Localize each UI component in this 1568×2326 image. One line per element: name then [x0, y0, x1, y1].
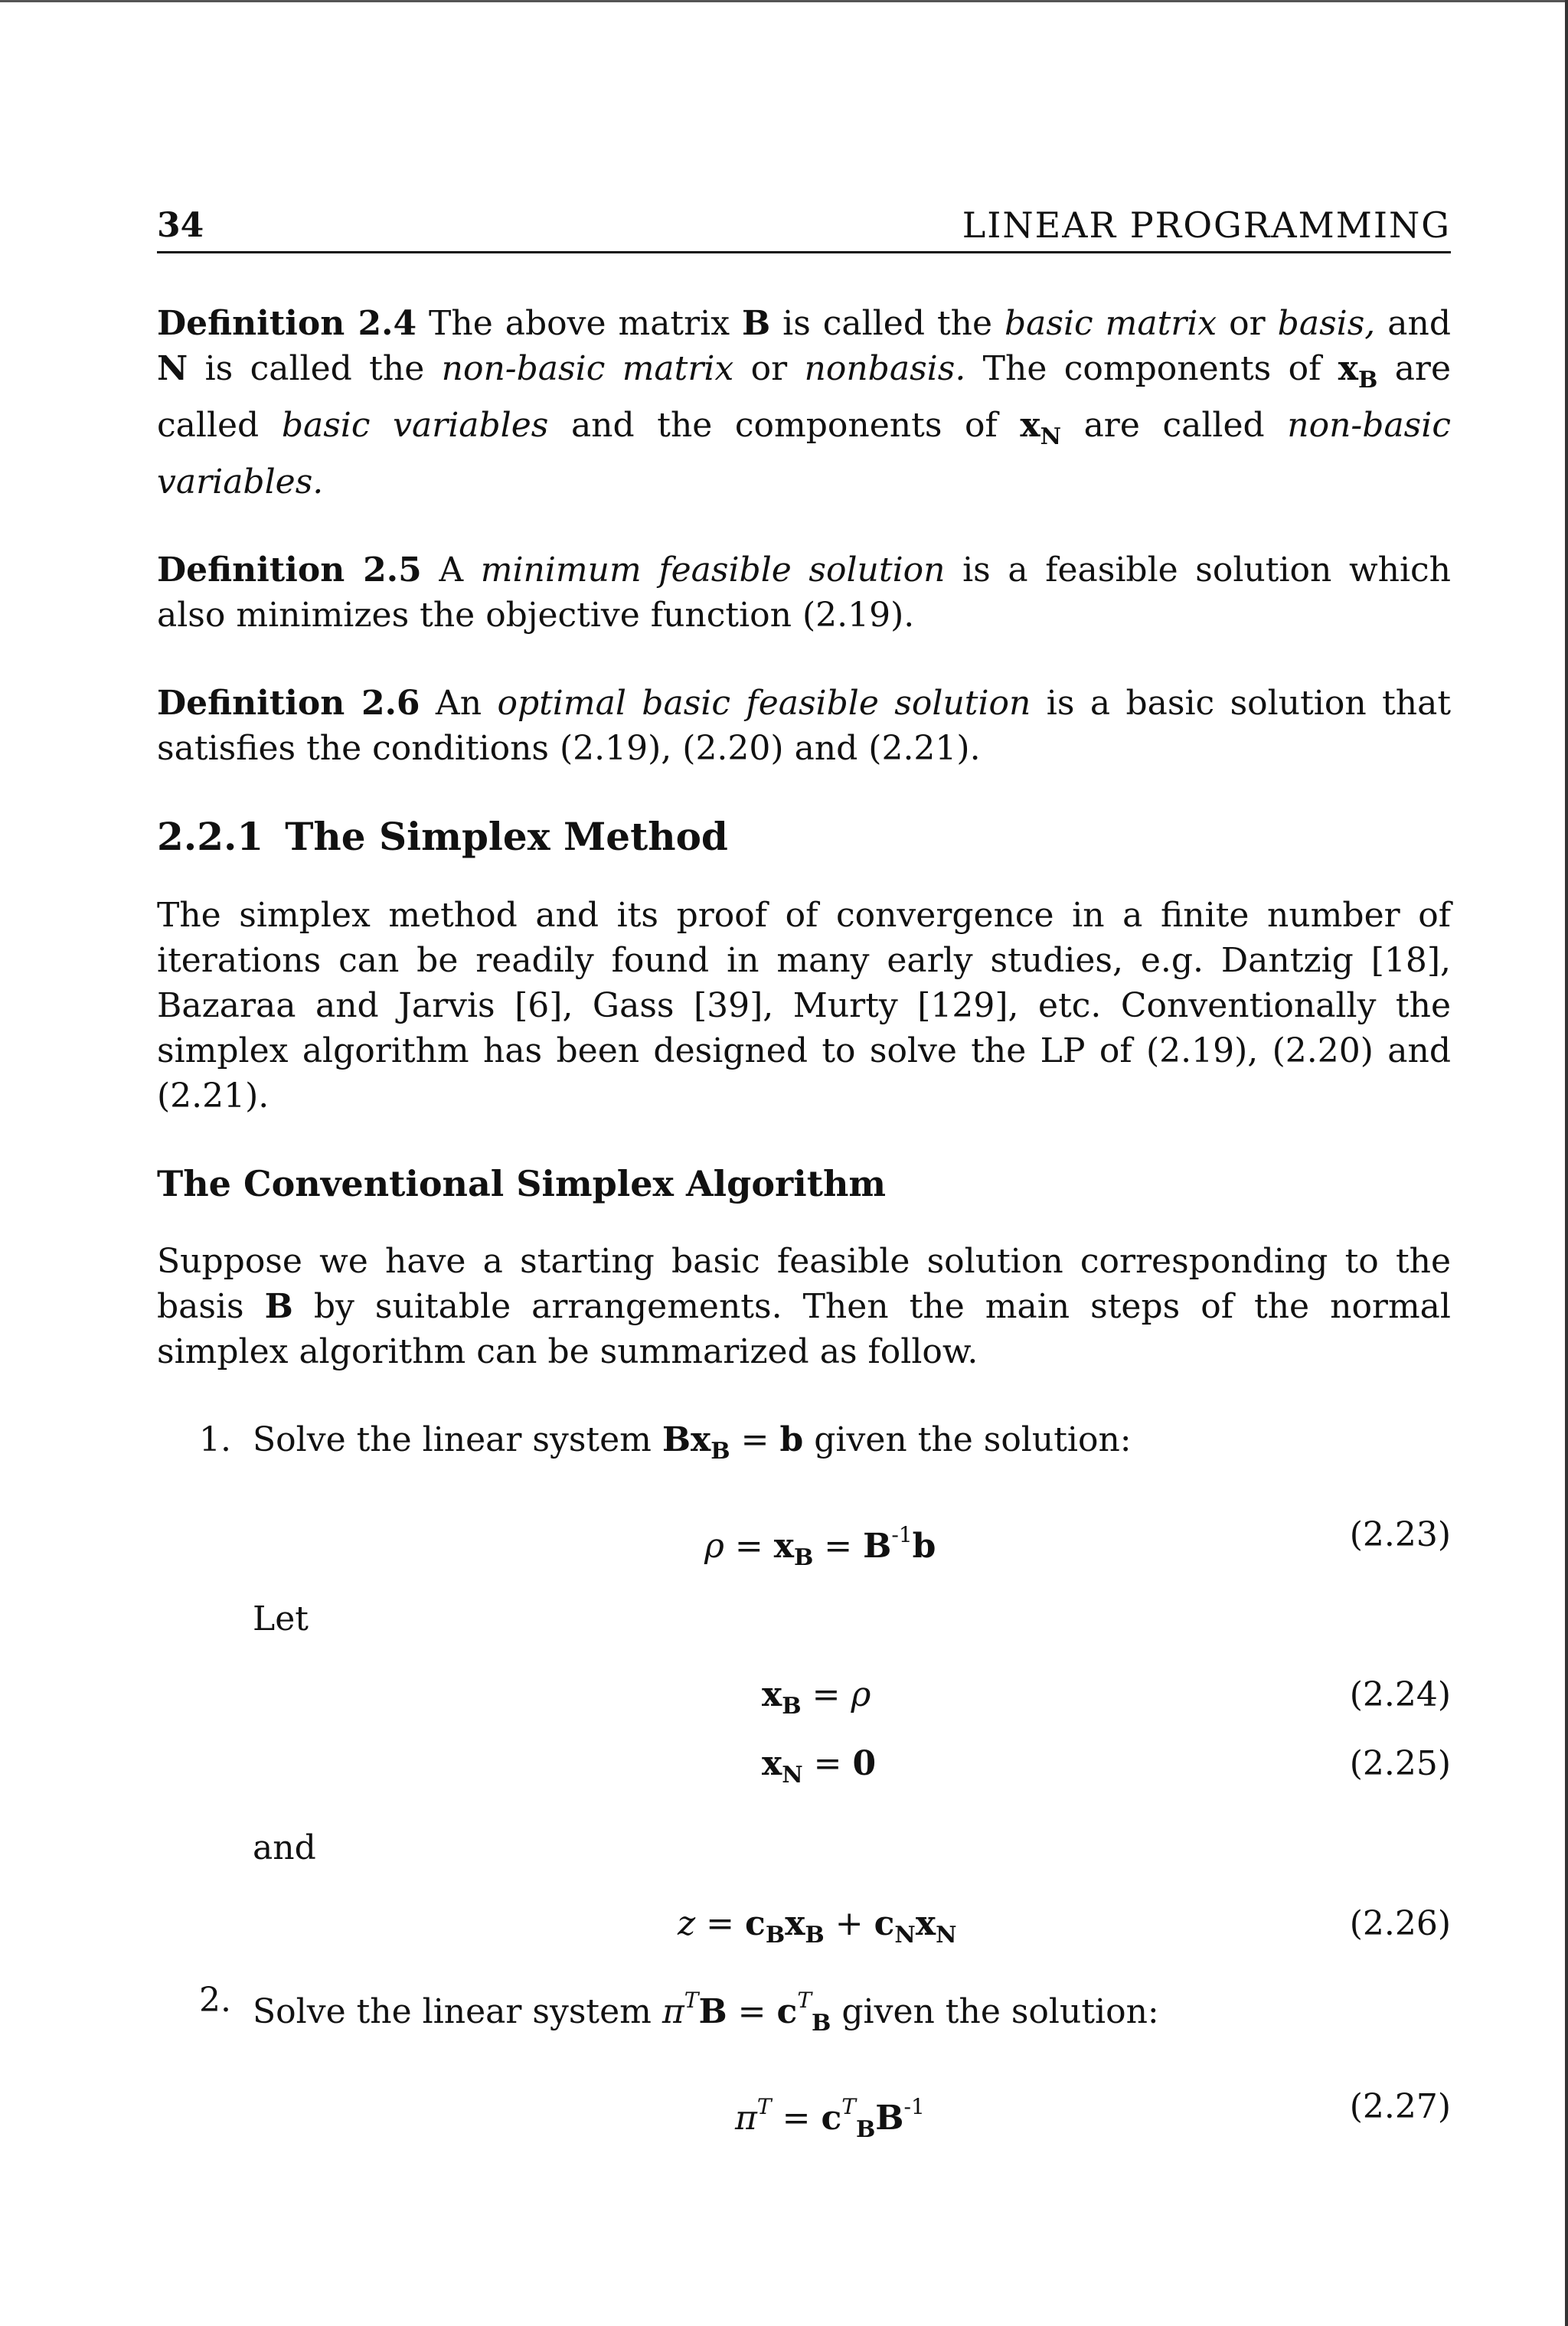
and-word: and	[253, 1828, 316, 1867]
section-title: The Simplex Method	[285, 814, 728, 859]
scan-border-top	[0, 0, 1568, 7]
equation-number: (2.26)	[1349, 1904, 1451, 1943]
equation: $x_B = \rho$	[762, 1675, 871, 1720]
definition-2-5: Definition 2.5 A minimum feasible solution is a feasible solution which also minimizes the objective function (2.19).	[157, 550, 1452, 635]
simplex-paragraph: The simplex method and its proof of convergence in a finite number of iterations can be readily found in many early studies, e.g. Dantzig [18], Bazaraa and Jarvis [6], Gass [39], Murty [129], etc. Conventionally the simplex algorithm has been designed to solve the LP of (2.19), (2.20) and (2.21).	[157, 896, 1451, 1116]
section-number: 2.2.1	[157, 814, 264, 859]
equation-number: (2.27)	[1349, 2087, 1451, 2126]
let-word: Let	[253, 1599, 309, 1638]
scan-border-right	[1565, 0, 1568, 2326]
equation: $x_N = 0$	[762, 1744, 877, 1789]
running-title: LINEAR PROGRAMMING	[962, 204, 1451, 246]
step-number: 1.	[199, 1420, 231, 1459]
equation-number: (2.25)	[1349, 1744, 1451, 1783]
equation-2-26	[157, 1901, 1451, 1955]
algorithm-intro: Suppose we have a starting basic feasible solution corresponding to the basis B by suitable arrangements. Then the main steps of the normal simplex algorithm can be summarized as follow.	[157, 1242, 1451, 1371]
equation-number: (2.24)	[1349, 1675, 1451, 1714]
definition-2-4: Definition 2.4 The above matrix B is called the basic matrix or basis, and N is called the non-basic matrix or nonbasis. The components of $x_B$ are called basic variables and the components of $x_N$ are called non-basic variables.	[157, 304, 1452, 501]
equation-2-23	[157, 1512, 1451, 1571]
definition-2-6: Definition 2.6 An optimal basic feasible solution is a basic solution that satisfies the conditions (2.19), (2.20) and (2.21).	[157, 684, 1451, 768]
definition-label: Definition 2.5	[157, 550, 422, 590]
page-header	[157, 203, 1451, 253]
equation: $\pi^T = c^T_BB^{-1}$	[735, 2094, 925, 2143]
step-2: 2. Solve the linear system $\pi^TB = c^T_B$ given the solution:	[157, 1978, 1451, 2046]
equation: $z = c_Bx_B + c_Nx_N$	[678, 1904, 957, 1949]
subsection-heading: The Conventional Simplex Algorithm	[157, 1163, 887, 1204]
definition-label: Definition 2.4	[157, 304, 417, 343]
equation-2-24	[157, 1672, 1451, 1726]
equation-number: (2.23)	[1349, 1515, 1451, 1554]
page-body	[157, 203, 1451, 2153]
equation-2-27	[157, 2084, 1451, 2143]
definition-label: Definition 2.6	[157, 684, 420, 723]
section-heading	[157, 814, 1451, 859]
equation-2-25	[157, 1741, 1451, 1795]
page-number: 34	[157, 206, 204, 245]
equation: $\rho = x_B = B^{-1}b$	[704, 1522, 936, 1571]
step-number: 2.	[199, 1981, 231, 2020]
step-1: 1. Solve the linear system $Bx_B = b$ given the solution:	[157, 1417, 1451, 1474]
